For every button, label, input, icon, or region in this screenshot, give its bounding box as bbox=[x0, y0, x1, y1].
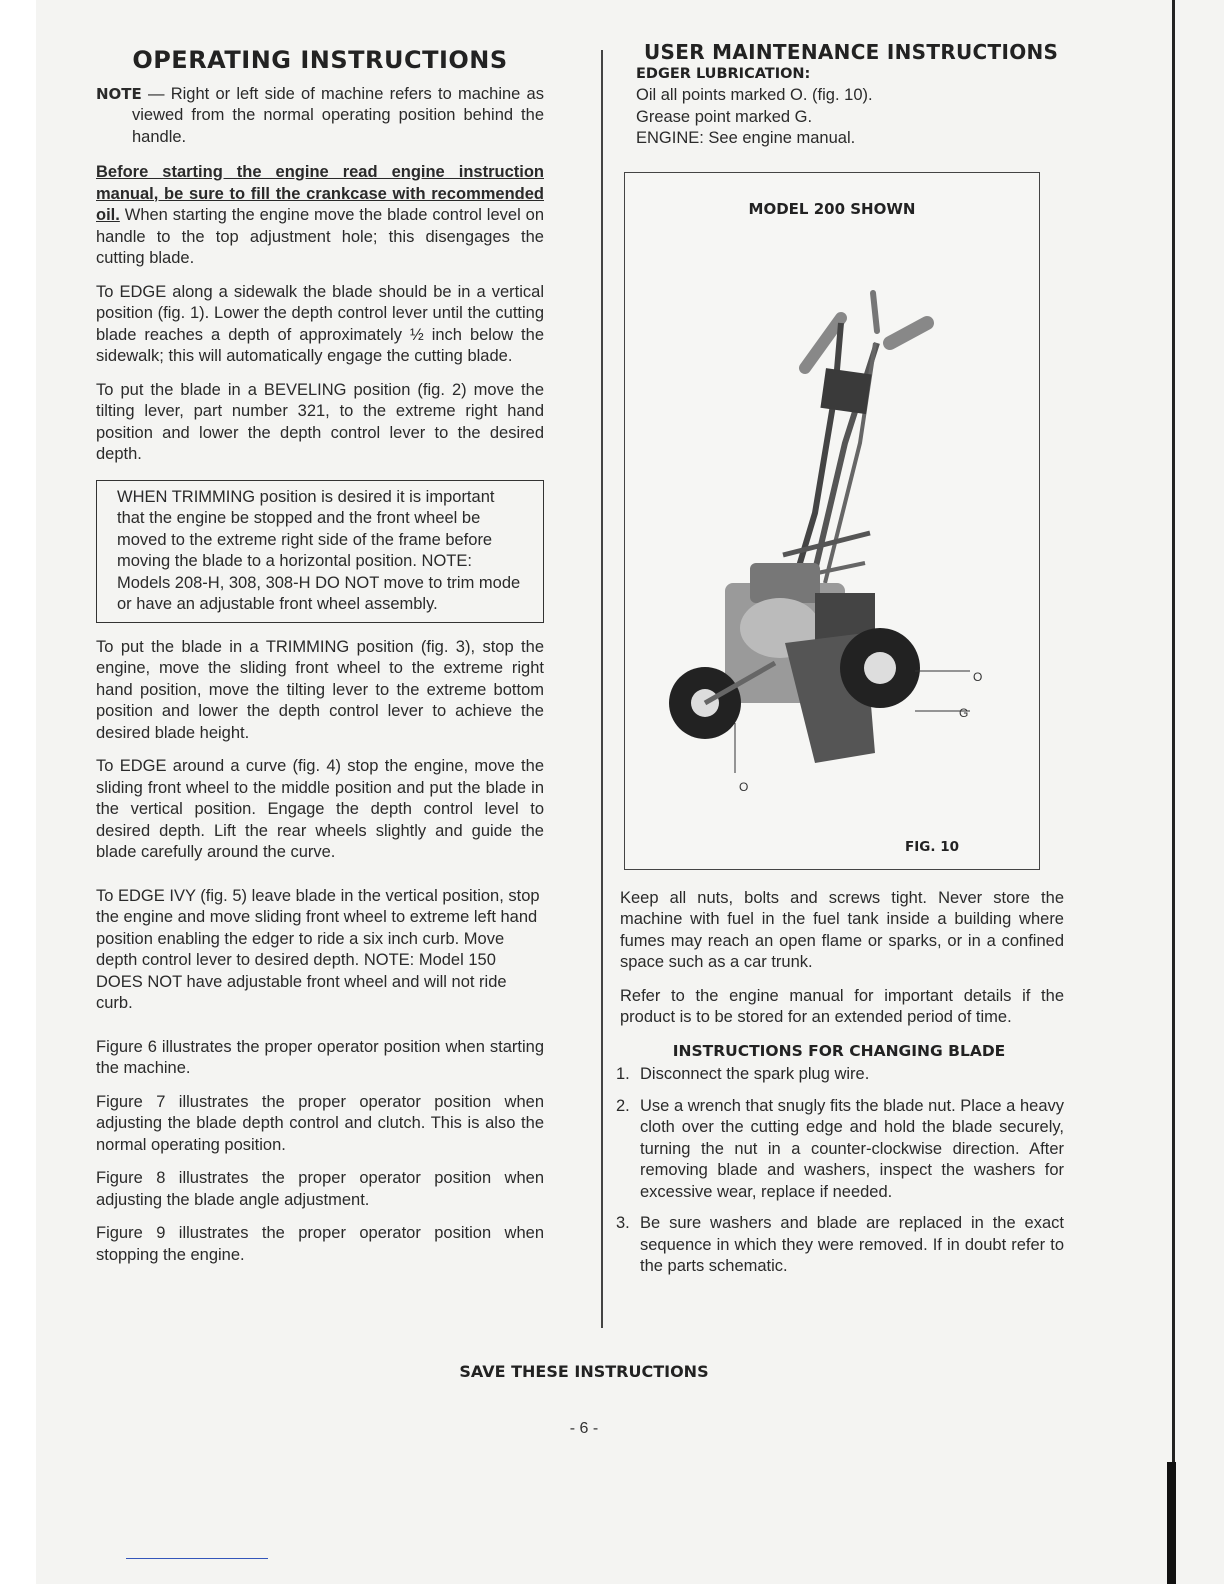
page-number: - 6 - bbox=[569, 1420, 599, 1437]
before-starting-warning: Before starting the engine read engine instruction manual, be sure to fill the crankcase with recommended oil. bbox=[96, 163, 544, 224]
trimming-paragraph: To put the blade in a TRIMMING position (fig. 3), stop the engine, move the sliding front wheel to the extreme right hand position, move the tilting lever to the extreme bottom position and lower the depth control lever to achieve the desired blade height. bbox=[96, 637, 544, 742]
figure-6-paragraph: Figure 6 illustrates the proper operator position when starting the machine. bbox=[96, 1037, 544, 1077]
scan-edge-bar bbox=[1167, 1462, 1176, 1584]
note-paragraph bbox=[96, 84, 544, 149]
blade-step: 3. Be sure washers and blade are replaced in the exact sequence in which they were removed. If in doubt refer to the parts schematic. bbox=[616, 1214, 1064, 1275]
operating-instructions-title: OPERATING INSTRUCTIONS bbox=[132, 46, 508, 74]
left-column bbox=[96, 46, 544, 1266]
changing-blade-heading: INSTRUCTIONS FOR CHANGING BLADE bbox=[672, 1041, 1006, 1060]
note-label: NOTE bbox=[96, 84, 142, 103]
blade-step: 1. Disconnect the spark plug wire. bbox=[616, 1065, 870, 1083]
ivy-paragraph: To EDGE IVY (fig. 5) leave blade in the vertical position, stop the engine and move sliding front wheel to extreme left hand position enabling the edger to ride a six inch curb. Move depth control lever to desired depth. NOTE: Model 150 DOES NOT have adjustable front wheel and will not ride curb. bbox=[96, 886, 540, 1012]
edge-sidewalk-paragraph: To EDGE along a sidewalk the blade should be in a vertical position (fig. 1). Lower the depth control lever until the cutting blade reaches a depth of approximately ½ inch below the sidewalk; this will automatically engage the cutting blade. bbox=[96, 282, 544, 365]
before-starting-paragraph bbox=[96, 162, 544, 270]
note-text: — Right or left side of machine refers to machine as viewed from the normal operating position behind the handle. bbox=[132, 84, 544, 146]
figure-8-paragraph: Figure 8 illustrates the proper operator position when adjusting the blade angle adjustment. bbox=[96, 1169, 544, 1209]
oil-mark-lower: O bbox=[739, 779, 749, 794]
page-margin bbox=[0, 0, 36, 1584]
beveling-paragraph: To put the blade in a BEVELING position (fig. 2) move the tilting lever, part number 321, to the extreme right hand position and lower the depth control lever to the desired depth. bbox=[96, 380, 544, 463]
keep-tight-paragraph: Keep all nuts, bolts and screws tight. Never store the machine with fuel in the fuel tank inside a building where fumes may reach an open flame or sparks, or in a confined space such as a car trunk. bbox=[620, 888, 1064, 971]
figure-9-paragraph: Figure 9 illustrates the proper operator position when stopping the engine. bbox=[96, 1224, 544, 1264]
lubrication-oil: Oil all points marked O. (fig. 10). bbox=[636, 86, 873, 104]
blade-step: 2. Use a wrench that snugly fits the blade nut. Place a heavy cloth over the cutting edge and hold the blade securely, turning the nut in a counter-clockwise direction. After removing blade and washers, inspect the washers for excessive wear, replace if needed. bbox=[616, 1096, 1064, 1201]
curve-paragraph: To EDGE around a curve (fig. 4) stop the engine, move the sliding front wheel to the middle position and put the blade in the vertical position. Engage the depth control level to desired depth. Lift the rear wheels slightly and guide the blade carefully around the curve. bbox=[96, 757, 544, 861]
trimming-warning-text: WHEN TRIMMING position is desired it is important that the engine be stopped and the front wheel be moved to the extreme right side of the frame before moving the blade to a horizontal position. NOTE: Models 208-H, 308, 308-H DO NOT move to trim mode or have an adjustable front wheel assembly. bbox=[117, 487, 521, 613]
lubrication-heading: EDGER LUBRICATION: bbox=[636, 65, 811, 82]
grease-mark: G bbox=[959, 705, 969, 720]
bottom-link-line bbox=[126, 1558, 268, 1559]
figure-label: FIG. 10 bbox=[905, 839, 959, 855]
changing-blade-steps bbox=[614, 1064, 1064, 1278]
lubrication-engine: ENGINE: See engine manual. bbox=[636, 129, 856, 147]
lubrication-grease: Grease point marked G. bbox=[636, 107, 813, 126]
column-divider bbox=[601, 50, 603, 1328]
before-starting-rest: When starting the engine move the blade control level on handle to the top adjustment hole; this disengages the cutting blade. bbox=[96, 206, 544, 267]
figure-7-paragraph: Figure 7 illustrates the proper operator position when adjusting the blade depth control and clutch. This is also the normal operating position. bbox=[96, 1092, 544, 1154]
maintenance-title: USER MAINTENANCE INSTRUCTIONS bbox=[644, 40, 1059, 64]
figure-10-box bbox=[624, 172, 1040, 870]
figure-caption: MODEL 200 SHOWN bbox=[748, 199, 916, 218]
refer-paragraph: Refer to the engine manual for important details if the product is to be stored for an extended period of time. bbox=[620, 986, 1064, 1026]
right-column bbox=[614, 42, 1064, 1288]
trimming-warning-box bbox=[96, 480, 544, 623]
scan-edge-line bbox=[1172, 0, 1175, 1584]
edger-illustration bbox=[665, 283, 1005, 803]
save-instructions: SAVE THESE INSTRUCTIONS bbox=[459, 1362, 709, 1381]
oil-mark-upper: O bbox=[973, 669, 983, 684]
